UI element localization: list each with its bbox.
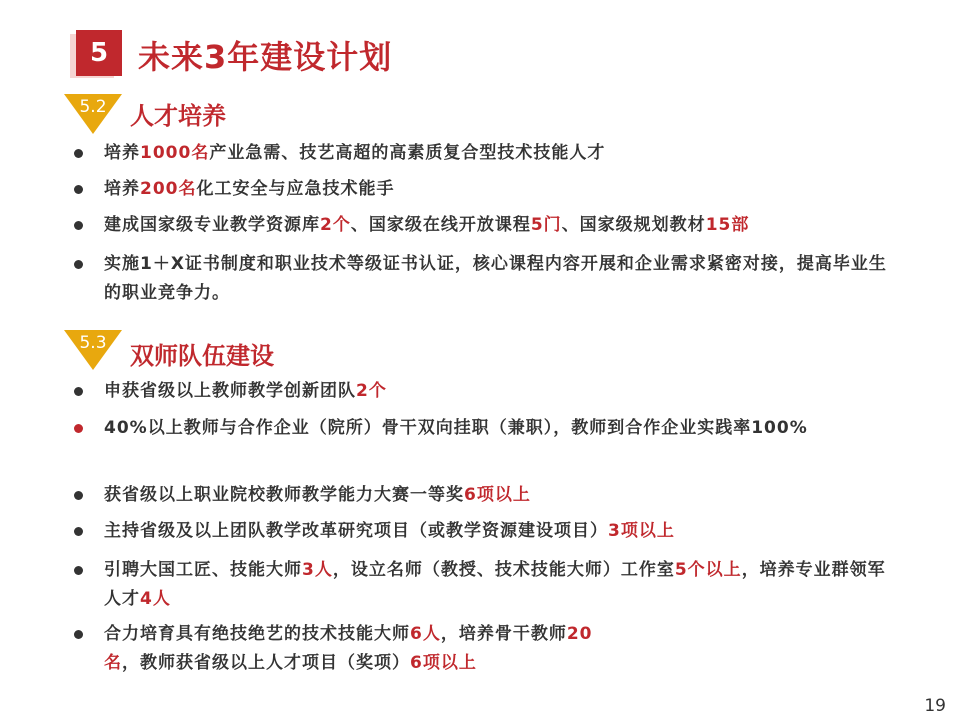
list-item: 获省级以上职业院校教师教学能力大赛一等奖6项以上: [74, 481, 894, 510]
list-item: 引聘大国工匠、技能大师3人，设立名师（教授、技术技能大师）工作室5个以上，培养专业群领军人才4人: [74, 556, 894, 614]
bullet-icon: [74, 491, 83, 500]
bullet-icon: [74, 387, 83, 396]
bullet-icon: [74, 260, 83, 269]
list-item: 主持省级及以上团队教学改革研究项目（或教学资源建设项目）3项以上: [74, 517, 894, 546]
list-item: 实施1＋X证书制度和职业技术等级证书认证，核心课程内容开展和企业需求紧密对接，提高毕业生的职业竞争力。: [74, 250, 894, 308]
subsection-title: 双师队伍建设: [130, 342, 274, 370]
subsection-number: 5.2: [79, 97, 107, 117]
list-item: 40%以上教师与合作企业（院所）骨干双向挂职（兼职），教师到合作企业实践率100%: [74, 414, 894, 443]
section-number-badge: 5: [76, 30, 122, 76]
bullet-icon: [74, 527, 83, 536]
bullet-icon: [74, 185, 83, 194]
bullet-icon: [74, 424, 83, 433]
list-item: 合力培育具有绝技绝艺的技术技能大师6人，培养骨干教师20名，教师获省级以上人才项目（奖项）6项以上: [74, 620, 894, 678]
bullet-icon: [74, 630, 83, 639]
bullet-icon: [74, 149, 83, 158]
page-number: 19: [924, 696, 946, 716]
list-item: 申获省级以上教师教学创新团队2个: [74, 377, 894, 406]
subsection-number: 5.3: [79, 333, 107, 353]
page-title: 未来3年建设计划: [138, 38, 393, 76]
list-item: 培养200名化工安全与应急技术能手: [74, 175, 894, 204]
list-item: 建成国家级专业教学资源库2个、国家级在线开放课程5门、国家级规划教材15部: [74, 211, 894, 240]
bullet-icon: [74, 221, 83, 230]
list-item: 培养1000名产业急需、技艺高超的高素质复合型技术技能人才: [74, 139, 894, 168]
subsection-title: 人才培养: [130, 102, 226, 130]
bullet-icon: [74, 566, 83, 575]
